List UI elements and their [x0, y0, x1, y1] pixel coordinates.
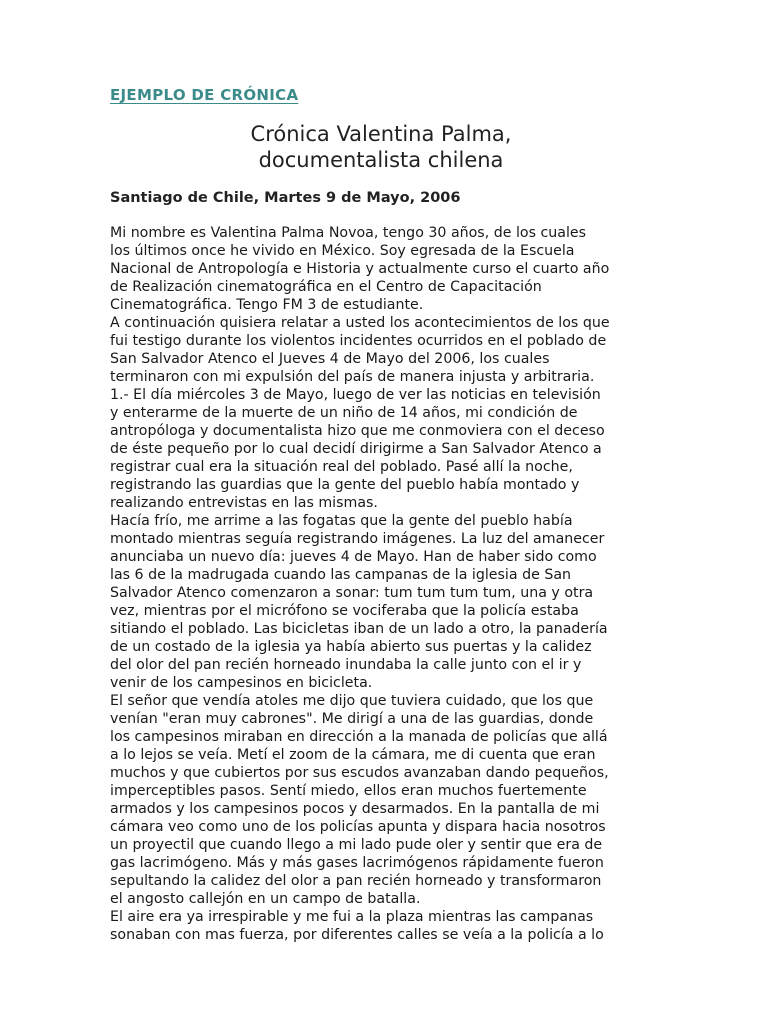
body-line: y enterarme de la muerte de un niño de 14 años, mi condición de [110, 405, 578, 421]
body-line: anunciaba un nuevo día: jueves 4 de Mayo. Han de haber sido como [110, 549, 597, 565]
body-line: sitiando el poblado. Las bicicletas iban de un lado a otro, la panadería [110, 621, 608, 637]
body-line: del olor del pan recién horneado inundaba la calle junto con el ir y [110, 657, 582, 673]
body-line: de un costado de la iglesia ya había abierto sus puertas y la calidez [110, 639, 592, 655]
body-line: de Realización cinematográfica en el Centro de Capacitación [110, 279, 542, 295]
body-line: Mi nombre es Valentina Palma Novoa, tengo 30 años, de los cuales [110, 225, 587, 241]
body-line: registrando las guardias que la gente del pueblo había montado y [110, 477, 580, 493]
body-line: A continuación quisiera relatar a usted los acontecimientos de los que [110, 315, 610, 331]
body-line: vez, mientras por el micrófono se vociferaba que la policía estaba [110, 603, 579, 619]
title-line-1: Crónica Valentina Palma, [250, 122, 512, 146]
body-line: realizando entrevistas en las mismas. [110, 495, 378, 511]
body-line: muchos y que cubiertos por sus escudos avanzaban dando pequeños, [110, 765, 609, 781]
document-title [110, 121, 652, 173]
body-line: un proyectil que cuando llego a mi lado pude oler y sentir que era de [110, 837, 603, 853]
body-line: San Salvador Atenco el Jueves 4 de Mayo del 2006, los cuales [110, 351, 550, 367]
body-line: venir de los campesinos en bicicleta. [110, 675, 373, 691]
body-line: Nacional de Antropología e Historia y actualmente curso el cuarto año [110, 261, 610, 277]
body-line: venían "eran muy cabrones". Me dirigí a una de las guardias, donde [110, 711, 594, 727]
body-line: montado mientras seguía registrando imágenes. La luz del amanecer [110, 531, 605, 547]
body-line: los últimos once he vivido en México. Soy egresada de la Escuela [110, 243, 575, 259]
body-line: El aire era ya irrespirable y me fui a la plaza mientras las campanas [110, 909, 594, 925]
body-line: a lo lejos se veía. Metí el zoom de la cámara, me di cuenta que eran [110, 747, 596, 763]
body-line: de éste pequeño por lo cual decidí dirigirme a San Salvador Atenco a [110, 441, 602, 457]
body-line: El señor que vendía atoles me dijo que tuviera cuidado, que los que [110, 693, 594, 709]
body-line: Cinematográfica. Tengo FM 3 de estudiante. [110, 297, 424, 313]
body-line: Salvador Atenco comenzaron a sonar: tum tum tum tum, una y otra [110, 585, 594, 601]
body-line: imperceptibles pasos. Sentí miedo, ellos eran muchos fuertemente [110, 783, 587, 799]
dateline: Santiago de Chile, Martes 9 de Mayo, 2006 [110, 190, 461, 206]
body-line: sonaban con mas fuerza, por diferentes calles se veía a la policía a lo [110, 927, 604, 943]
body-line: registrar cual era la situación real del poblado. Pasé allí la noche, [110, 459, 573, 475]
body-line: antropóloga y documentalista hizo que me conmoviera con el deceso [110, 423, 605, 439]
body-line: armados y los campesinos pocos y desarmados. En la pantalla de mi [110, 801, 600, 817]
body-line: Hacía frío, me arrime a las fogatas que la gente del pueblo había [110, 513, 573, 529]
body-line: sepultando la calidez del olor a pan recién horneado y transformaron [110, 873, 602, 889]
body-text [110, 224, 658, 944]
body-line: las 6 de la madrugada cuando las campanas de la iglesia de San [110, 567, 572, 583]
section-link[interactable]: EJEMPLO DE CRÓNICA [110, 86, 299, 104]
body-line: 1.- El día miércoles 3 de Mayo, luego de ver las noticias en televisión [110, 387, 601, 403]
body-line: fui testigo durante los violentos incidentes ocurridos en el poblado de [110, 333, 607, 349]
title-line-2: documentalista chilena [258, 148, 504, 172]
body-line: gas lacrimógeno. Más y más gases lacrimógenos rápidamente fueron [110, 855, 604, 871]
body-line: terminaron con mi expulsión del país de manera injusta y arbitraria. [110, 369, 595, 385]
body-line: cámara veo como uno de los policías apunta y dispara hacia nosotros [110, 819, 606, 835]
body-line: el angosto callejón en un campo de batalla. [110, 891, 421, 907]
body-line: los campesinos miraban en dirección a la manada de policías que allá [110, 729, 608, 745]
